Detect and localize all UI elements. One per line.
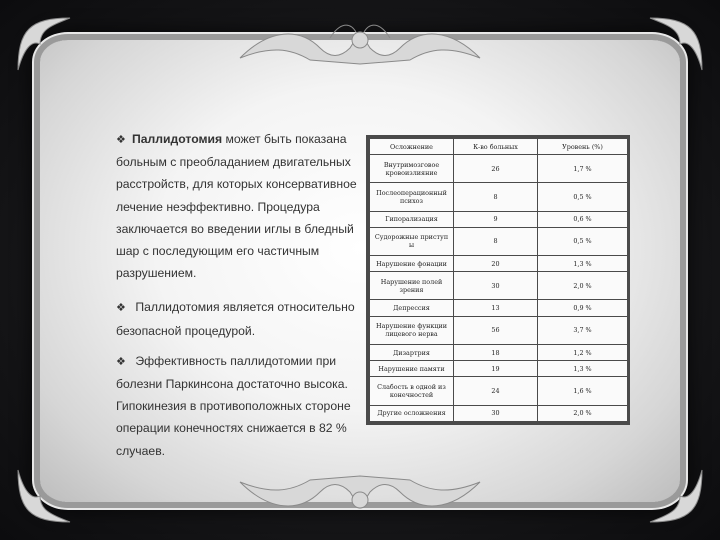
paragraph-indications bbox=[116, 128, 358, 284]
cell-rate: 1,6 % bbox=[538, 377, 628, 405]
diamond-bullet-icon: ❖ bbox=[116, 355, 126, 368]
table-header-row bbox=[370, 139, 628, 155]
text-column bbox=[116, 128, 358, 470]
table-row bbox=[370, 361, 628, 377]
cell-rate: 3,7 % bbox=[538, 316, 628, 344]
cell-rate: 2,0 % bbox=[538, 272, 628, 300]
cell-complication: Внутримозговое кровоизлияние bbox=[370, 155, 454, 183]
cell-patient-count: 13 bbox=[454, 300, 538, 316]
ornament-corner-bottom-right-icon bbox=[640, 460, 710, 530]
table-row bbox=[370, 227, 628, 255]
cell-complication: Послеоперационный психоз bbox=[370, 183, 454, 211]
cell-rate: 1,2 % bbox=[538, 344, 628, 360]
paragraph-efficacy bbox=[116, 350, 358, 462]
table-row bbox=[370, 300, 628, 316]
cell-patient-count: 8 bbox=[454, 227, 538, 255]
diamond-bullet-icon: ❖ bbox=[116, 134, 126, 146]
ornament-bottom-icon bbox=[230, 470, 490, 522]
ornament-corner-top-right-icon bbox=[640, 10, 710, 80]
diamond-bullet-icon: ❖ bbox=[116, 302, 126, 315]
cell-patient-count: 24 bbox=[454, 377, 538, 405]
cell-patient-count: 19 bbox=[454, 361, 538, 377]
cell-rate: 0,9 % bbox=[538, 300, 628, 316]
table-row bbox=[370, 211, 628, 227]
paragraph-text: Паллидотомия является относительно безопасной процедурой. bbox=[116, 300, 355, 338]
table-row bbox=[370, 344, 628, 360]
cell-complication: Нарушение функции лицевого нерва bbox=[370, 316, 454, 344]
ornament-corner-top-left-icon bbox=[10, 10, 80, 80]
cell-patient-count: 30 bbox=[454, 272, 538, 300]
cell-complication: Гипорализация bbox=[370, 211, 454, 227]
table-row bbox=[370, 155, 628, 183]
table-row bbox=[370, 316, 628, 344]
cell-rate: 1,7 % bbox=[538, 155, 628, 183]
cell-complication: Судорожные приступ ы bbox=[370, 227, 454, 255]
cell-patient-count: 26 bbox=[454, 155, 538, 183]
complications-table bbox=[369, 138, 628, 422]
cell-patient-count: 18 bbox=[454, 344, 538, 360]
header-rate: Уровень (%) bbox=[538, 139, 628, 155]
header-patient-count: К-во больных bbox=[454, 139, 538, 155]
cell-rate: 0,6 % bbox=[538, 211, 628, 227]
cell-rate: 0,5 % bbox=[538, 183, 628, 211]
cell-complication: Другие осложнения bbox=[370, 405, 454, 421]
table-row bbox=[370, 377, 628, 405]
cell-rate: 2,0 % bbox=[538, 405, 628, 421]
cell-patient-count: 8 bbox=[454, 183, 538, 211]
cell-patient-count: 20 bbox=[454, 256, 538, 272]
table-row bbox=[370, 272, 628, 300]
paragraph-text: может быть показана больным с преобладанием двигательных расстройств, для которых консервативное лечение неэффективно. Процедура заключается во введении иглы в бледный шар с последующим его частичным разрушением. bbox=[116, 132, 357, 281]
paragraph-text: Эффективность паллидотомии при болезни Паркинсона достаточно высока. Гипокинезия в противоположных стороне операции конечностях снижается в 82 % случаев. bbox=[116, 353, 351, 458]
cell-complication: Нарушение фонации bbox=[370, 256, 454, 272]
table-row bbox=[370, 405, 628, 421]
table-row bbox=[370, 256, 628, 272]
ornament-corner-bottom-left-icon bbox=[10, 460, 80, 530]
cell-complication: Дизартрия bbox=[370, 344, 454, 360]
cell-complication: Слабость в одной из конечностей bbox=[370, 377, 454, 405]
cell-patient-count: 30 bbox=[454, 405, 538, 421]
cell-complication: Нарушение памяти bbox=[370, 361, 454, 377]
cell-patient-count: 56 bbox=[454, 316, 538, 344]
ornament-top-icon bbox=[230, 18, 490, 70]
cell-patient-count: 9 bbox=[454, 211, 538, 227]
cell-complication: Нарушение полей зрения bbox=[370, 272, 454, 300]
table-row bbox=[370, 183, 628, 211]
cell-complication: Депрессия bbox=[370, 300, 454, 316]
paragraph-safety bbox=[116, 296, 358, 341]
cell-rate: 0,5 % bbox=[538, 227, 628, 255]
cell-rate: 1,3 % bbox=[538, 256, 628, 272]
cell-rate: 1,3 % bbox=[538, 361, 628, 377]
header-complication: Осложнение bbox=[370, 139, 454, 155]
complications-table-container bbox=[366, 135, 630, 425]
term-bold: Паллидотомия bbox=[132, 132, 223, 146]
